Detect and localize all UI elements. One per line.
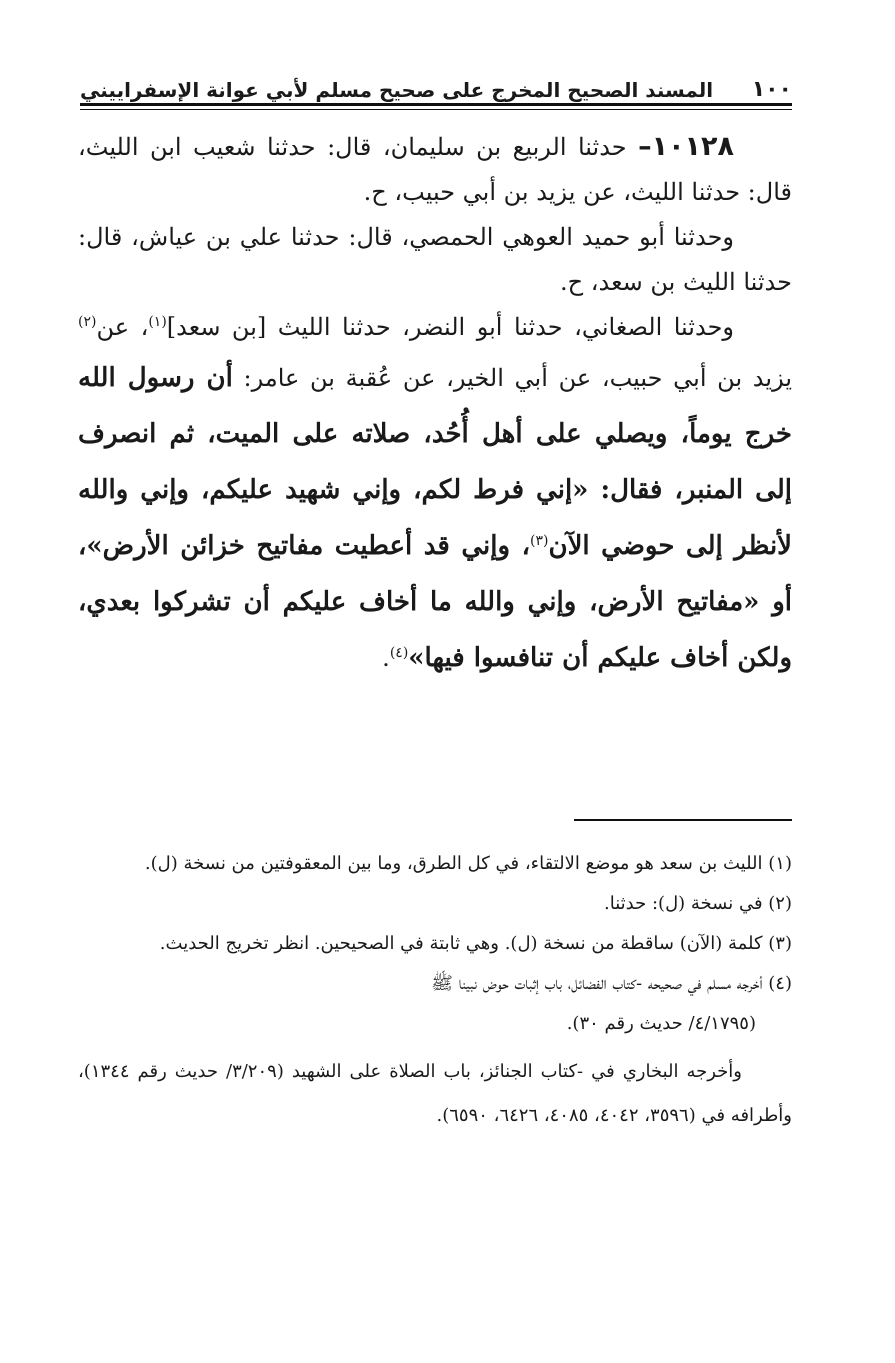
isnad-text-3c: يزيد بن أبي حبيب، عن أبي الخير، عن عُقبة بن عامر: — [232, 364, 792, 392]
hadith-body — [78, 124, 792, 686]
footnote-divider — [574, 819, 792, 821]
hadith-number: ١٠١٢٨ — [651, 131, 734, 162]
hadith-isnad-2: وحدثنا أبو حميد العوهي الحمصي، قال: حدثنا علي بن عياش، قال: حدثنا الليث بن سعد، ح. — [78, 223, 792, 296]
hadith-isnad-3 — [78, 305, 792, 686]
running-title: المسند الصحيح المخرج على صحيح مسلم لأبي عوانة الإسفراييني — [80, 78, 714, 102]
isnad-text-1: حدثنا الربيع بن سليمان، قال: حدثنا شعيب ابن الليث، قال: حدثنا الليث، عن يزيد بن أبي حبيب، ح. — [78, 133, 792, 206]
running-header — [80, 70, 792, 102]
hadith-end: . — [382, 644, 390, 672]
footnote-4-continued: (٤/١٧٩٥/ حديث رقم ٣٠). — [566, 1013, 756, 1034]
header-rule-thick — [80, 103, 792, 106]
matn-text-a: أن رسول الله خرج يوماً، ويصلي على أهل أُحُد، صلاته على الميت، ثم انصرف إلى المنبر، فقال: «إني فرط لكم، وإني شهيد عليكم، وإني والله لأنظر إلى حوضي الآن — [78, 363, 793, 561]
footnotes — [78, 844, 792, 1138]
hadith-isnad-1 — [78, 124, 792, 215]
matn-text-b: ، وإني قد أعطيت مفاتيح خزائن الأرض»، أو «مفاتيح الأرض، وإني والله ما أخاف عليكم أن تشركوا بعدي، ولكن أخاف عليكم أن تنافسوا فيها» — [78, 531, 792, 673]
header-rule-thin — [80, 109, 792, 110]
hadith-dash: – — [638, 131, 652, 162]
footnote-3: (٣) كلمة (الآن) ساقطة من نسخة (ل). وهي ثابتة في الصحيحين. انظر تخريج الحديث. — [159, 933, 792, 954]
page-number: ١٠٠ — [751, 77, 792, 102]
footnote-2: (٢) في نسخة (ل): حدثنا. — [604, 893, 792, 914]
footnote-ref-1[interactable]: (١) — [148, 314, 167, 330]
footnote-ref-4[interactable]: (٤) — [389, 645, 409, 661]
footnote-1: (١) الليث بن سعد هو موضع الالتقاء، في كل الطرق، وما بين المعقوفتين من نسخة (ل). — [144, 853, 792, 874]
footnote-ref-3[interactable]: (٣) — [530, 533, 549, 549]
footnote-4-bukhari: وأخرجه البخاري في -كتاب الجنائز، باب الصلاة على الشهيد (٣/٢٠٩/ حديث رقم ١٣٤٤)، وأطرافه في (٣٥٩٦، ٤٠٤٢، ٤٠٨٥، ٦٤٢٦، ٦٥٩٠). — [78, 1061, 792, 1126]
isnad-text-3a: وحدثنا الصغاني، حدثنا أبو النضر، حدثنا الليث [بن سعد] — [166, 313, 734, 341]
footnote-ref-2[interactable]: (٢) — [78, 314, 97, 330]
isnad-text-3b: ، عن — [96, 313, 149, 341]
footnote-4: (٤) أخرجه مسلم في صحيحه -كتاب الفضائل، باب إثبات حوض نبينا ﷺ — [431, 973, 792, 994]
